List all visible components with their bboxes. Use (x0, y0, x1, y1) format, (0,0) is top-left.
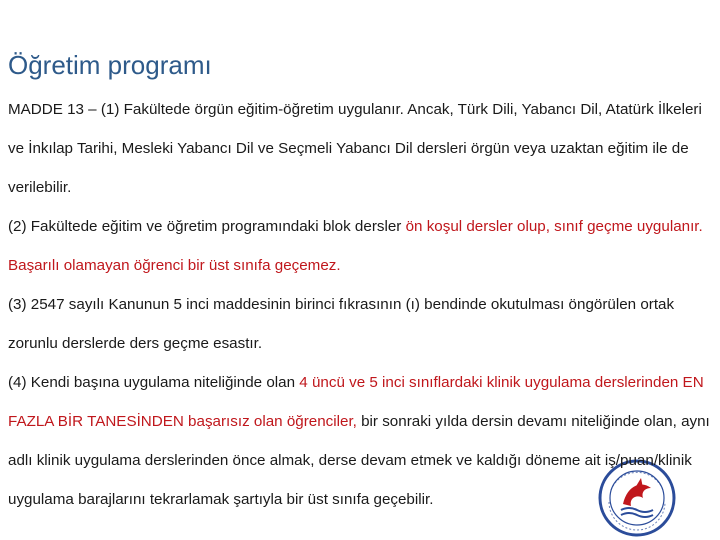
paragraph-4-text-end: bir sonraki yılda dersin devamı niteliğinde olan, aynı adlı klinik uygulama derslerinden önce almak, derse devam etmek ve kaldığı döneme ait iş/puan/klinik uygulama barajlarını tekrarlamak şartıyla bir üst sınıfa geçebilir. (8, 413, 710, 508)
paragraph-4 (8, 363, 714, 519)
paragraph-4-highlight: 4 üncü ve 5 inci sınıflardaki klinik uygulama derslerinden EN FAZLA BİR TANESİNDEN başarısız olan öğrenciler, (8, 374, 704, 430)
paragraph-1: MADDE 13 – (1) Fakültede örgün eğitim-öğretim uygulanır. Ancak, Türk Dili, Yabancı Dil, Atatürk İlkeleri ve İnkılap Tarihi, Mesleki Yabancı Dil ve Seçmeli Yabancı Dil dersleri örgün veya uzaktan eğitim ile de verilebilir. (8, 101, 702, 196)
paragraph-2-text: (2) Fakültede eğitim ve öğretim programındaki blok dersler (8, 218, 406, 235)
slide-body (8, 90, 714, 519)
paragraph-4-text-start: (4) Kendi başına uygulama niteliğinde olan (8, 374, 300, 391)
paragraph-3: (3) 2547 sayılı Kanunun 5 inci maddesinin birinci fıkrasının (ı) bendinde okutulması öngörülen ortak zorunlu derslerde ders geçme esastır. (8, 296, 675, 352)
paragraph-2-highlight: ön koşul dersler olup, sınıf geçme uygulanır. Başarılı olamayan öğrenci bir üst sınıfa geçemez. (8, 218, 703, 274)
paragraph-2 (8, 207, 714, 285)
slide-title: Öğretim programı (8, 50, 212, 80)
